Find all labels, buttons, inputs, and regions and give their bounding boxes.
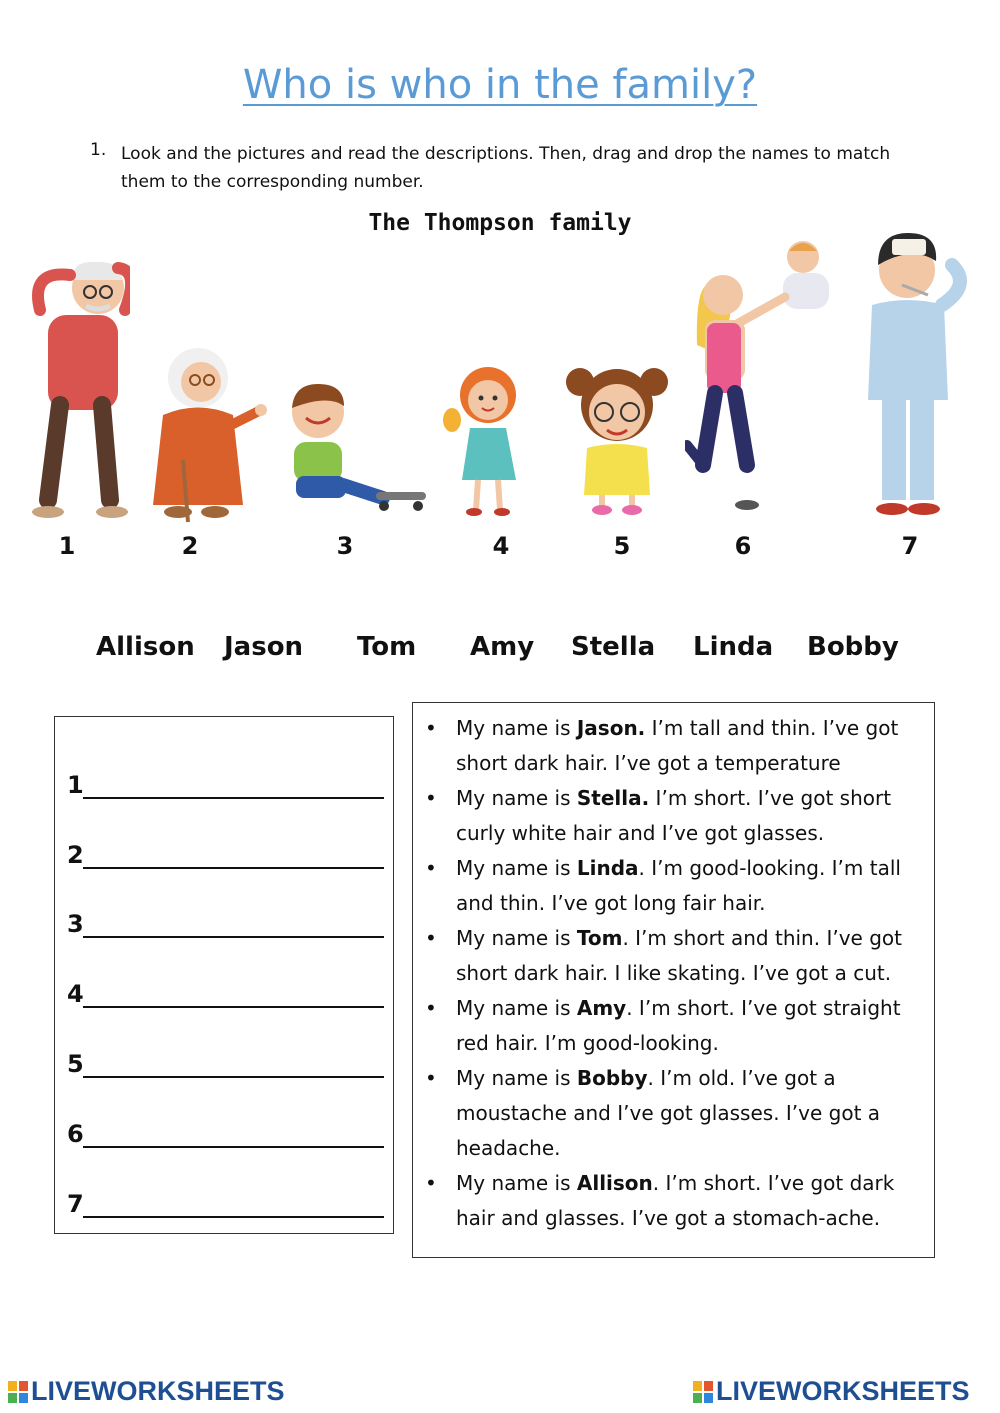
liveworksheets-icon xyxy=(8,1381,28,1403)
family-title: The Thompson family xyxy=(368,210,632,236)
father-sick-illustration xyxy=(852,225,977,520)
answer-number: 4 xyxy=(67,980,84,1008)
bullet: • xyxy=(425,716,437,740)
description-text: . I’m old. I’ve got a moustache and I’ve got glasses. I’ve got a headache. xyxy=(456,1066,881,1160)
bullet: • xyxy=(425,996,437,1020)
bullet: • xyxy=(425,1066,437,1090)
answer-line xyxy=(67,908,372,942)
name-chip-jason[interactable]: Jason xyxy=(224,632,304,662)
answer-field-3[interactable] xyxy=(83,910,384,938)
list-item xyxy=(413,851,934,921)
description-text: My name is xyxy=(456,1066,577,1090)
list-item xyxy=(413,711,934,781)
bullet: • xyxy=(425,1171,437,1195)
answer-number: 2 xyxy=(67,841,84,869)
name-chip-amy[interactable]: Amy xyxy=(470,632,535,662)
description-text: I’m short. I’ve got short curly white hair and I’ve got glasses. xyxy=(456,786,892,845)
figure-number: 7 xyxy=(901,532,919,560)
answer-number: 5 xyxy=(67,1050,84,1078)
description-name: Stella. xyxy=(576,786,650,810)
answer-field-4[interactable] xyxy=(83,980,384,1008)
description-name: Allison xyxy=(576,1171,653,1195)
figure-number: 4 xyxy=(492,532,510,560)
answer-line xyxy=(67,1118,372,1152)
description-text: . I’m good-looking. I’m tall and thin. I’ve got long fair hair. xyxy=(456,856,901,915)
answer-field-2[interactable] xyxy=(83,841,384,869)
footer-logo-text: LIVEWORKSHEETS xyxy=(31,1376,285,1406)
description-text: My name is xyxy=(456,996,577,1020)
bullet: • xyxy=(425,856,437,880)
description-text: My name is xyxy=(456,926,577,950)
description-name: Amy xyxy=(576,996,627,1020)
answer-line xyxy=(67,978,372,1012)
description-text: . I’m short. I’ve got straight red hair. I’m good-looking. xyxy=(456,996,901,1055)
name-bank xyxy=(0,632,1000,672)
figure-number: 2 xyxy=(181,532,199,560)
list-item xyxy=(413,921,934,991)
description-name: Jason. xyxy=(576,716,646,740)
mother-baby-illustration xyxy=(685,235,840,525)
description-text: My name is xyxy=(456,856,577,880)
liveworksheets-icon xyxy=(693,1381,713,1403)
answer-box xyxy=(54,716,394,1234)
bullet: • xyxy=(425,926,437,950)
description-name: Tom xyxy=(576,926,623,950)
name-chip-linda[interactable]: Linda xyxy=(693,632,774,662)
description-text: . I’m short and thin. I’ve got short dark hair. I like skating. I’ve got a cut. xyxy=(456,926,902,985)
answer-line xyxy=(67,1048,372,1082)
boy-skater-illustration xyxy=(288,380,428,520)
description-text: My name is xyxy=(456,716,577,740)
answer-line xyxy=(67,1188,372,1222)
list-item xyxy=(413,781,934,851)
description-text: My name is xyxy=(456,1171,577,1195)
answer-number: 7 xyxy=(67,1190,84,1218)
name-chip-tom[interactable]: Tom xyxy=(357,632,417,662)
descriptions-box xyxy=(412,702,935,1258)
description-text: . I’m short. I’ve got dark hair and glasses. I’ve got a stomach-ache. xyxy=(456,1171,895,1230)
girl-glasses-illustration xyxy=(562,360,672,520)
description-name: Linda xyxy=(576,856,639,880)
figure-number: 3 xyxy=(336,532,354,560)
figure-number: 1 xyxy=(58,532,76,560)
answer-line xyxy=(67,839,372,873)
answer-field-6[interactable] xyxy=(83,1120,384,1148)
answer-field-5[interactable] xyxy=(83,1050,384,1078)
figure-number: 5 xyxy=(613,532,631,560)
instruction-number: 1. xyxy=(90,140,107,160)
instruction-text: Look and the pictures and read the descriptions. Then, drag and drop the names to match them to the corresponding number. xyxy=(121,144,891,192)
answer-line xyxy=(67,769,372,803)
page-title: Who is who in the family? xyxy=(242,62,758,108)
description-list xyxy=(413,711,934,1236)
grandfather-illustration xyxy=(30,250,130,525)
answer-number: 3 xyxy=(67,910,84,938)
list-item xyxy=(413,1166,934,1236)
grandmother-illustration xyxy=(143,340,268,525)
answer-number: 1 xyxy=(67,771,84,799)
bullet: • xyxy=(425,786,437,810)
answer-field-1[interactable] xyxy=(83,771,384,799)
name-chip-bobby[interactable]: Bobby xyxy=(807,632,899,662)
description-name: Bobby xyxy=(576,1066,648,1090)
description-text: I’m tall and thin. I’ve got short dark hair. I’ve got a temperature xyxy=(456,716,899,775)
footer-logo-text: LIVEWORKSHEETS xyxy=(716,1376,970,1406)
answer-number: 6 xyxy=(67,1120,84,1148)
name-chip-stella[interactable]: Stella xyxy=(571,632,656,662)
name-chip-allison[interactable]: Allison xyxy=(96,632,195,662)
girl-mirror-illustration xyxy=(440,360,540,520)
answer-field-7[interactable] xyxy=(83,1190,384,1218)
footer-logo-left[interactable] xyxy=(8,1376,285,1407)
list-item xyxy=(413,991,934,1061)
footer-logo-right[interactable] xyxy=(693,1376,970,1407)
description-text: My name is xyxy=(456,786,577,810)
list-item xyxy=(413,1061,934,1166)
figure-number: 6 xyxy=(734,532,752,560)
